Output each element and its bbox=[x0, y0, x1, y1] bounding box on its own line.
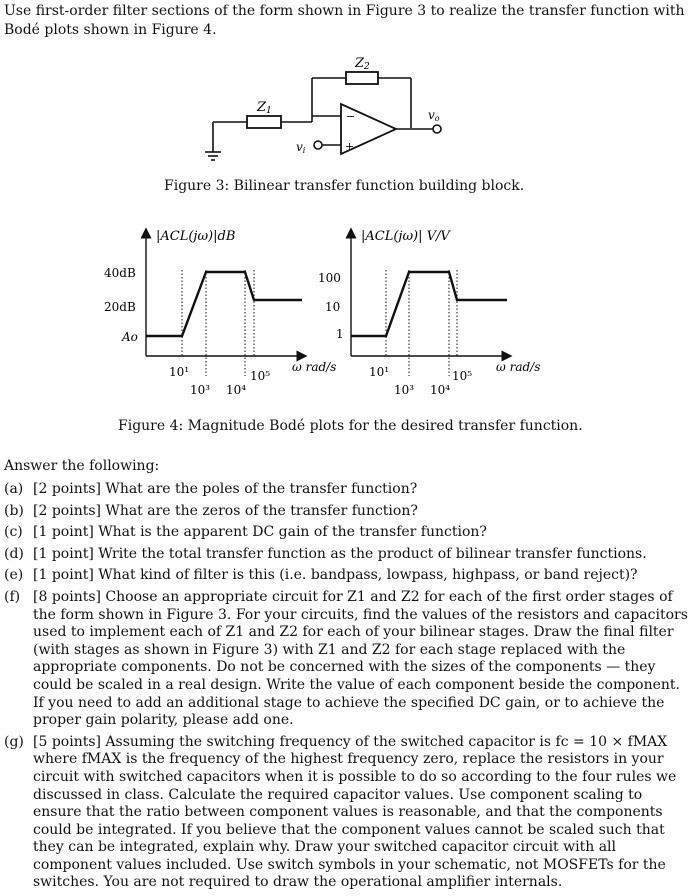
left-ytick-20db: 20dB bbox=[104, 300, 136, 314]
left-ytick-ao: Ao bbox=[122, 330, 138, 344]
right-ytick-100: 100 bbox=[318, 271, 341, 285]
question-text: [5 points] Assuming the switching frequency of the switched capacitor is fc = 10 × fMAX where fMAX is the frequency of the highest frequency zero, replace the resistors in your circuit with switched capacitors when it is possible to do so according to the four rules we discussed in class. Calculate the required capacitor values. Use component scaling to ensure that the ratio between component values is reasonable, and that the components could be integrated. If you believe that the component values cannot be scaled such that they can be integrated, explain why. Draw your switched capacitor circuit with all component values included. Use switch symbols in your schematic, not MOSFETs for the switches. You are not required to draw the operational amplifier internals. bbox=[33, 733, 677, 891]
right-xtick-10-5: 10⁵ bbox=[452, 369, 473, 383]
question-text: [1 point] Write the total transfer function as the product of bilinear transfer functions. bbox=[33, 545, 647, 562]
figure4-caption: Figure 4: Magnitude Bodé plots for the desired transfer function. bbox=[118, 418, 583, 434]
question-label: (g) bbox=[4, 733, 24, 750]
question-text: [8 points] Choose an appropriate circuit for Z1 and Z2 for each of the first order stages of the form shown in Figure 3. For your circuits, find the values of the resistors and capacitors used to implement each of Z1 and Z2 for each of your bilinear stages. Draw the final filter (with stages as shown in Figure 3) with Z1 and Z2 for each stage replaced with the appropriate components. Do not be concerned with the sizes of the components — they could be scaled in a real design. Write the value of each component beside the component. If you need to add an additional stage to achieve the specified DC gain, or to achieve the proper gain polarity, please add one. bbox=[33, 588, 688, 729]
left-ylabel: |ACL(jω)|dB bbox=[156, 229, 236, 244]
opamp-minus: − bbox=[346, 110, 356, 123]
question-label: (e) bbox=[4, 567, 24, 584]
left-xtick-10-1: 10¹ bbox=[169, 365, 190, 379]
right-ylabel: |ACL(jω)| V/V bbox=[361, 229, 450, 244]
question-e bbox=[4, 567, 690, 585]
question-f bbox=[4, 589, 690, 730]
question-a bbox=[4, 481, 690, 499]
left-xtick-10-3: 10³ bbox=[190, 383, 211, 397]
answer-heading: Answer the following: bbox=[4, 458, 160, 474]
z2-label: Z2 bbox=[355, 56, 370, 72]
right-bode-plot bbox=[318, 229, 540, 397]
question-label: (f) bbox=[4, 588, 21, 605]
question-label: (a) bbox=[4, 481, 24, 497]
left-xtick-10-4: 10⁴ bbox=[226, 383, 247, 397]
question-label: (b) bbox=[4, 502, 24, 519]
figure3-caption: Figure 3: Bilinear transfer function building block. bbox=[164, 178, 525, 194]
question-b bbox=[4, 503, 690, 521]
question-text: [1 point] What is the apparent DC gain of the transfer function? bbox=[33, 524, 487, 541]
question-label: (d) bbox=[4, 545, 24, 562]
z1-label: Z1 bbox=[257, 100, 272, 116]
right-xtick-10-3: 10³ bbox=[394, 383, 415, 397]
vi-label: vi bbox=[296, 140, 306, 155]
right-xtick-10-1: 10¹ bbox=[369, 365, 390, 379]
question-list bbox=[4, 481, 690, 896]
right-ytick-1: 1 bbox=[336, 327, 344, 341]
question-text: [1 point] What kind of filter is this (i.e. bandpass, lowpass, highpass, or band reject)? bbox=[33, 567, 638, 584]
left-xlabel: ω rad/s bbox=[292, 360, 337, 374]
question-g bbox=[4, 734, 690, 892]
question-c bbox=[4, 524, 690, 542]
left-xtick-10-5: 10⁵ bbox=[250, 369, 271, 383]
right-xtick-10-4: 10⁴ bbox=[430, 383, 451, 397]
right-ytick-10: 10 bbox=[325, 300, 341, 314]
question-text: [2 points] What are the poles of the transfer function? bbox=[33, 481, 418, 497]
question-label: (c) bbox=[4, 524, 23, 541]
left-bode-plot bbox=[104, 229, 336, 397]
vo-label: vo bbox=[428, 108, 440, 123]
question-text: [2 points] What are the zeros of the transfer function? bbox=[33, 502, 418, 519]
right-xlabel: ω rad/s bbox=[496, 360, 541, 374]
question-d bbox=[4, 546, 690, 564]
opamp-plus: + bbox=[345, 140, 355, 153]
left-ytick-40db: 40dB bbox=[104, 266, 136, 280]
problem-intro: Use first-order filter sections of the form shown in Figure 3 to realize the transfer function with Bodé plots shown in Figure 4. bbox=[4, 3, 685, 38]
